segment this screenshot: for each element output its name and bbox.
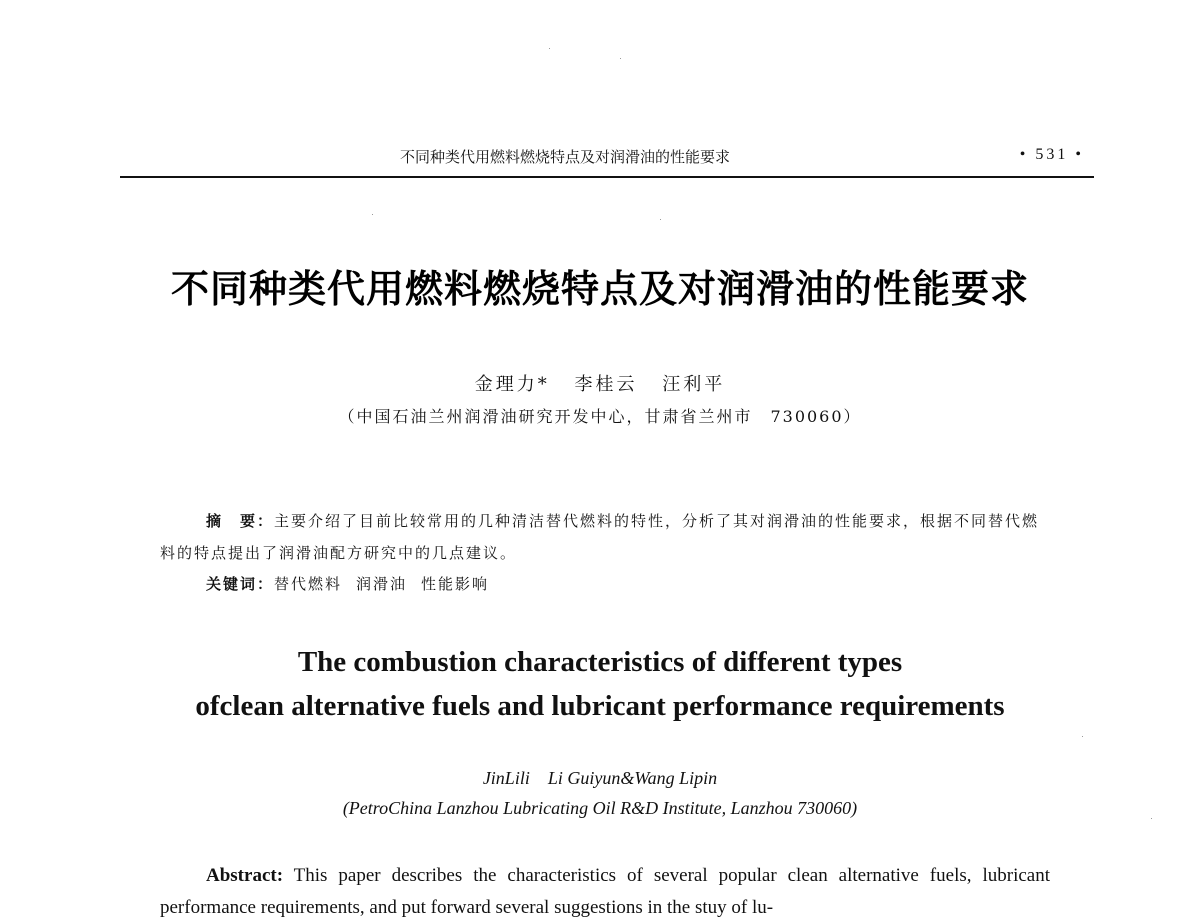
chinese-abstract-text: 主要介绍了目前比较常用的几种清洁替代燃料的特性，分析了其对润滑油的性能要求，根据不同替代燃料的特点提出了润滑油配方研究中的几点建议。: [160, 512, 1040, 562]
chinese-abstract: [160, 505, 1055, 569]
keyword-cn: 润滑油: [356, 575, 408, 593]
page-number: • 531 •: [1019, 146, 1084, 163]
author-cn: 汪利平: [662, 374, 726, 395]
running-title: 不同种类代用燃料燃烧特点及对润滑油的性能要求: [400, 148, 731, 166]
header-rule: [120, 176, 1094, 178]
keyword-cn: 性能影响: [421, 575, 490, 593]
chinese-authors: [0, 370, 1200, 396]
chinese-keywords: [206, 573, 503, 594]
chinese-abstract-label: 摘 要：: [206, 512, 275, 530]
english-abstract: [160, 860, 1050, 920]
english-title: [0, 640, 1200, 728]
chinese-keywords-label: 关键词：: [206, 575, 275, 593]
english-abstract-label: Abstract:: [206, 865, 284, 886]
scan-speck: [549, 48, 550, 49]
author-cn: 李桂云: [574, 374, 638, 395]
keyword-cn: 替代燃料: [274, 575, 343, 593]
scan-speck: [372, 214, 373, 215]
chinese-affiliation: （中国石油兰州润滑油研究开发中心，甘肃省兰州市 730060）: [338, 407, 862, 426]
author-cn: 金理力*: [474, 374, 550, 395]
english-title-line-1: The combustion characteristics of different types: [297, 646, 903, 678]
running-header: [120, 146, 1094, 172]
english-title-line-2: ofclean alternative fuels and lubricant performance requirements: [195, 690, 1005, 722]
english-affiliation: (PetroChina Lanzhou Lubricating Oil R&D Institute, Lanzhou 730060): [342, 798, 858, 818]
english-abstract-text: This paper describes the characteristics of several popular clean alternative fuels, lubricant performance requirements, and put forward several suggestions in the stuy of lu-: [160, 865, 1050, 918]
scan-speck: [1082, 736, 1083, 737]
chinese-title: 不同种类代用燃料燃烧特点及对润滑油的性能要求: [170, 267, 1029, 311]
scan-speck: [620, 58, 621, 59]
scan-speck: [660, 219, 661, 220]
english-authors: JinLili Li Guiyun&Wang Lipin: [482, 768, 718, 788]
